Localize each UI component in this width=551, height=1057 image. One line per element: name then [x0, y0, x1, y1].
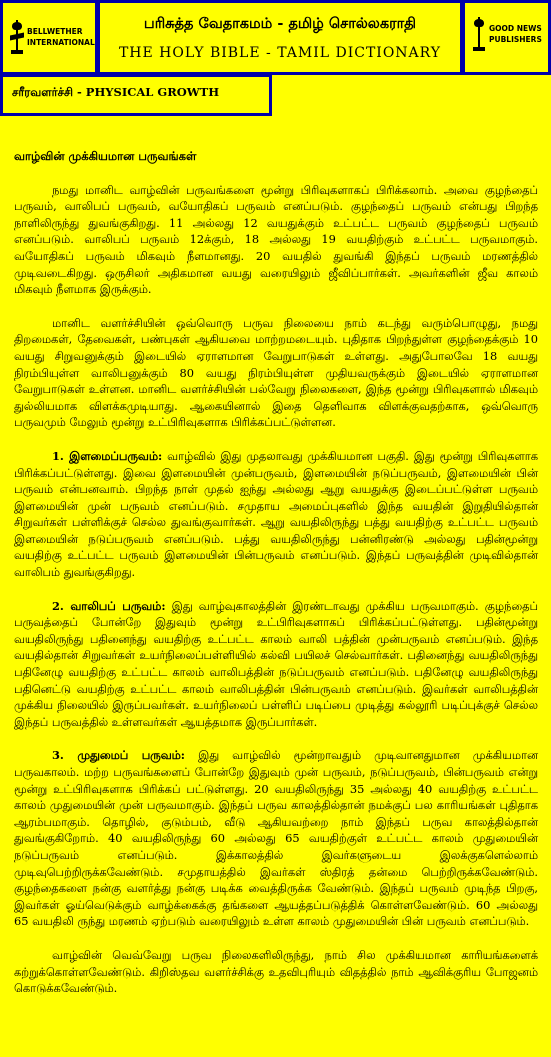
section-header-box	[0, 74, 272, 116]
bellwether-logo	[9, 18, 95, 56]
page-title-tamil: பரிசுத்த வேதாகமம் - தமிழ் சொல்லகராதி	[143, 15, 417, 32]
paragraph-lead: 1. இளமைப்பருவம்:	[52, 448, 163, 463]
paragraph-text: வாழ்வின் வெவ்வேறு பருவ நிலைகளிலிருந்து, நாம் சில முக்கியமான காரியங்களைக் கற்றுக்கொள்ளவேண்டும். கிறிஸ்தவ வளர்ச்சிக்கு உதவிபுரியும் விதத்தில் நாம் ஆவிக்குரிய போஜனம் கொடுக்கவேண்டும்.	[14, 947, 538, 996]
article-body	[14, 148, 538, 1014]
page-title-english: THE HOLY BIBLE - TAMIL DICTIONARY	[118, 45, 442, 61]
right-logo-line-1: GOOD NEWS	[489, 24, 542, 33]
paragraph-lead: 3. முதுமைப் பருவம்:	[52, 748, 186, 763]
right-logo-line-2: PUBLISHERS	[489, 35, 542, 44]
paragraph-text: வாழ்வில் இது முதலாவது முக்கியமான பகுதி. இது மூன்று பிரிவுகளாக பிரிக்கப்பட்டுள்ளது. இவை இளமையின் முன்பருவம், இளமையின் நடுப்பருவம், இளமையின் பின் பருவம் என்பனவாம். பிறந்த நாள் முதல் ஐந்து அல்லது ஆறு வயதுக்கு இடைப்பட்டுள்ள பருவம் இளமையின் முன் பருவம் எனப்படும். சமுதாய அமைப்புகளில் இந்த வயதின் இறுதியில்தான் சிறுவர்கள் பள்ளிக்குச் செல்ல துவங்குவார்கள். ஆறு வயதிலிருந்து பத்து வயதிற்கு உட்பட்ட பருவம் இளமையின் நடுப்பருவம் எனப்படும். பத்து வயதிலிருந்து பன்னிரண்டு அல்லது பதின்மூன்று வயதிற்கு உட்பட்ட பருவம் இளமையின் பின்பருவம் எனப்படும். இந்தப் பருவத்தின் முடிவில்தான் வாலிபம் துவங்குகிறது.	[14, 448, 538, 580]
paragraph-text: இது வாழ்வில் மூன்றாவதும் முடிவானதுமான முக்கியமான பருவகாலம். மற்ற பருவங்களைப் போன்றே இதுவும் முன் பருவம், நடுப்பருவம், பின்பருவம் என்று மூன்று உட்பிரிவுகளாக பிரிக்கப் பட்டுள்ளது. 20 வயதிலிருந்து 35 அல்லது 40 வயதிற்கு உட்பட்ட காலம் முதுமையின் முன் பருவமாகும். இந்தப் பருவ காலத்தில்தான் நமக்குப் பல காரியங்கள் புதிதாக ஆரம்பமாகும். தொழில், குடும்பம், வீடு ஆகியவற்றை நாம் இந்தப் பருவ காலத்தில்தான் துவங்குகிறோம். 40 வயதிலிருந்து 60 அல்லது 65 வயதிற்குள் உட்பட்ட காலம் முதுமையின் நடுப்பருவம் எனப்படும். இக்காலத்தில் இவர்களுடைய இலக்குகளெல்லாம் முடிவுபெற்றிருக்கவேண்டும். சமுதாயத்தில் இவர்கள் ஸ்திரத் தன்மை பெற்றிருக்கவேண்டும். குழந்தைகளை நன்கு வளர்த்து நன்கு படிக்க வைத்திருக்க வேண்டும். இந்தப் பருவம் முடிந்த பிறகு, இவர்கள் ஓய்வெடுக்கும் வாழ்க்கைக்கு தங்களை ஆயத்தப்படுத்திக் கொள்ளவேண்டும். 60 அல்லது 65 வயதிலி ருந்து மரணம் ஏற்படும் வரையிலும் உள்ள காலம் முதுமையின் பின் பருவம் எனப்படும்.	[14, 748, 539, 929]
good-news-logo	[471, 15, 542, 53]
paragraph-text: இது வாழ்வுகாலத்தின் இரண்டாவது முக்கிய பருவமாகும். குழந்தைப் பருவத்தைப் போன்றே இதுவும் மூன்று உட்பிரிவுகளாகப் பிரிக்கப்பட்டுள்ளது. பதின்மூன்று வயதிலிருந்து பதினைந்து வயதிற்கு உட்பட்ட காலம் வாலி பத்தின் முன்பருவம் எனப்படும். இந்த வயதில்தான் சிறுவர்கள் உயர்நிலைப்பள்ளியில் கல்வி பயிலச் செல்வார்கள். பதினைந்து வயதிலிருந்து பதினேழு வயதிற்கு உட்பட்ட காலம் வாலிபத்தின் நடுப்பருவம் எனப்படும். பதினேழு வயதிலிருந்து பதினெட்டு வயதிற்கு உட்பட்ட காலம் வாலிபத்தின் பின்பருவம் எனப்படும். இவர்கள் வாலிபத்தின் முக்கிய நிலையில் இருப்பவர்கள். உயர்நிலைப் பள்ளிப் படிப்பை முடித்து கல்லூரி படிப்புக்குச் செல்ல இந்தப் பருவத்தில் உள்ளவர்கள் ஆயத்தமாக இருப்பார்கள்.	[14, 598, 538, 729]
paragraph-lead: 2. வாலிபப் பருவம்:	[52, 598, 166, 613]
left-logo-box	[0, 0, 98, 75]
torch-emblem-icon	[471, 15, 487, 53]
left-logo-text	[27, 26, 95, 48]
paragraph-text: மானிட வளர்ச்சியின் ஒவ்வொரு பருவ நிலையை நாம் கடந்து வரும்பொழுது, நமது திறமைகள், தேவைகள், பண்புகள் ஆகியவை மாற்றமடையும். புதிதாக பிறந்துள்ள குழந்தைக்கும் 10 வயது சிறுவனுக்கும் இடையில் ஏராளமான வேறுபாடுகள் உள்ளது. அதுபோலவே 18 வயது நிரம்பியுள்ள வாலிபனுக்கும் 80 வயது நிரம்பியுள்ள முதியவருக்கும் இடையில் ஏராளமான வேறுபாடுகள் உள்ளன. மானிட வளர்ச்சியின் பல்வேறு நிலைகளை, இந்த மூன்று பிரிவுகளால் மிகவும் துல்லியமாக விளக்கமுடியாது. ஆகையினால் இதை தெளிவாக விளக்குவதற்காக, ஒவ்வொரு பருவமும் மேலும் மூன்று உட்பிரிவுகளாக பிரிக்கப்பட்டுள்ளன.	[14, 315, 538, 430]
paragraph-text: நமது மானிட வாழ்வின் பருவங்களை மூன்று பிரிவுகளாகப் பிரிக்கலாம். அவை குழந்தைப் பருவம், வாலிபப் பருவம், வயோதிகப் பருவம் எனப்படும். குழந்தைப் பருவம் என்பது பிறந்த நாளிலிருந்து துவங்குகிறது. 11 அல்லது 12 வயதுக்கும் உட்பட்ட பருவம் குழந்தைப் பருவம் எனப்படும். வாலிபப் பருவம் 12க்கும், 18 அல்லது 19 வயதிற்கும் உட்பட்ட பருவமாகும். வயோதிகப் பருவம் மிகவும் நீளமானது. 20 வயதில் துவங்கி இந்தப் பருவம் மரணத்தில் முடிவடைகிறது. ஒருசிலர் அதிகமான வயது வரையிலும் ஜீவிப்பார்கள். அவர்களின் ஜீவ காலம் மிகவும் நீளமாக இருக்கும்.	[14, 182, 538, 297]
paragraph-childhood	[14, 448, 538, 581]
paragraph-old-age	[14, 747, 538, 930]
paragraph-2	[14, 315, 538, 431]
section-label: சரீரவளர்ச்சி - PHYSICAL GROWTH	[12, 85, 220, 99]
paragraph-1	[14, 182, 538, 298]
title-box	[97, 0, 463, 75]
left-logo-line-2: INTERNATIONAL	[27, 38, 95, 47]
paragraph-conclusion	[14, 947, 538, 997]
right-logo-box	[462, 0, 551, 75]
left-logo-line-1: BELLWETHER	[27, 27, 83, 36]
paragraph-youth	[14, 598, 538, 731]
bell-emblem-icon	[9, 18, 25, 56]
right-logo-text	[489, 23, 542, 45]
article-heading: வாழ்வின் முக்கியமான பருவங்கள்	[14, 149, 197, 163]
